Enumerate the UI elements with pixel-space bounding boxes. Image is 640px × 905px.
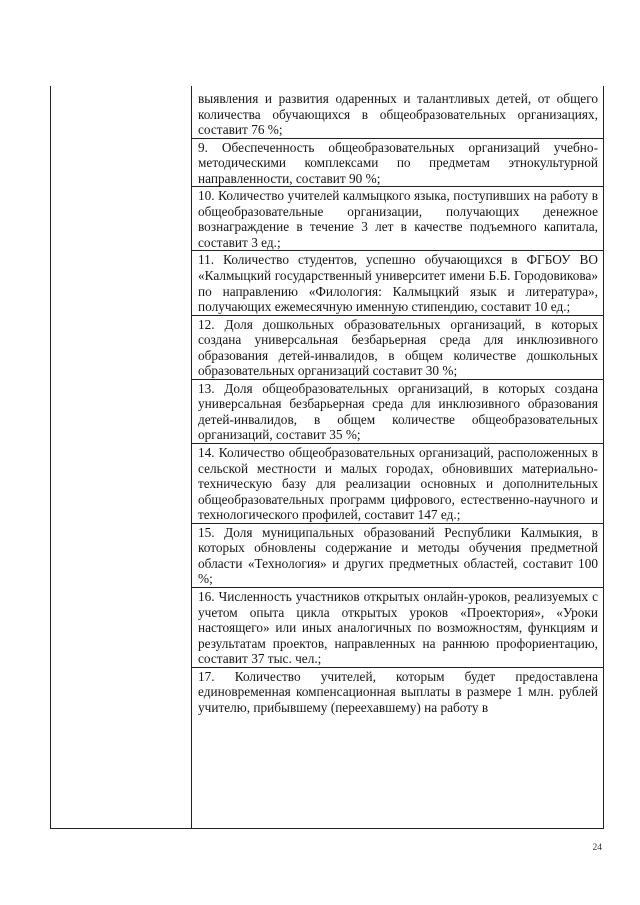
- list-item-12: 12. Доля дошкольных образовательных организаций, в которых создана универсальная безбарьерная среда для инклюзивного образования детей-инвалидов, в общем количестве дошкольных образовательных организаций составит 30 %;: [192, 315, 603, 379]
- list-item-11: 11. Количество студентов, успешно обучающихся в ФГБОУ ВО «Калмыцкий государственный университет имени Б.Б. Городовикова» по направлению «Филология: Калмыцкий язык и литература», получающих ежемесячную именную стипендию, составит 10 ед.;: [192, 250, 603, 314]
- list-item-17: 17. Количество учителей, которым будет предоставлена единовременная компенсационная выплаты в размере 1 млн. рублей учителю, прибывшему (переехавшему) на работу в: [192, 667, 603, 716]
- page-number: 24: [592, 843, 602, 853]
- content-table: [50, 86, 604, 829]
- list-item-9: 9. Обеспеченность общеобразовательных организаций учебно-методическими комплексами по предметам этнокультурной направленности, составит 90 %;: [192, 138, 603, 187]
- table-right-column: [192, 86, 603, 828]
- list-item-10: 10. Количество учителей калмыцкого языка, поступивших на работу в общеобразовательные организации, получающих денежное вознаграждение в течение 3 лет в качестве подъемного капитала, составит 3 ед.;: [192, 186, 603, 250]
- list-item-8-continued: выявления и развития одаренных и талантливых детей, от общего количества обучающихся в общеобразовательных организациях, составит 76 %;: [198, 91, 598, 138]
- table-left-column: [51, 86, 192, 828]
- list-item-14: 14. Количество общеобразовательных организаций, расположенных в сельской местности и малых городах, обновивших материально-техническую базу для реализации основных и дополнительных общеобразовательных программ цифрового, естественно-научного и технологического профилей, составит 147 ед.;: [192, 443, 603, 523]
- list-item-15: 15. Доля муниципальных образований Республики Калмыкия, в которых обновлены содержание и методы обучения предметной области «Технология» и других предметных областей, составит 100 %;: [192, 523, 603, 587]
- list-item-16: 16. Численность участников открытых онлайн-уроков, реализуемых с учетом опыта цикла открытых уроков «Проектория», «Уроки настоящего» или иных аналогичных по возможностям, функциям и результатам проектов, направленных на раннюю профориентацию, составит 37 тыс. чел.;: [192, 587, 603, 667]
- list-item-13: 13. Доля общеобразовательных организаций, в которых создана универсальная безбарьерная среда для инклюзивного образования детей-инвалидов, в общем количестве общеобразовательных организаций, составит 35 %;: [192, 379, 603, 443]
